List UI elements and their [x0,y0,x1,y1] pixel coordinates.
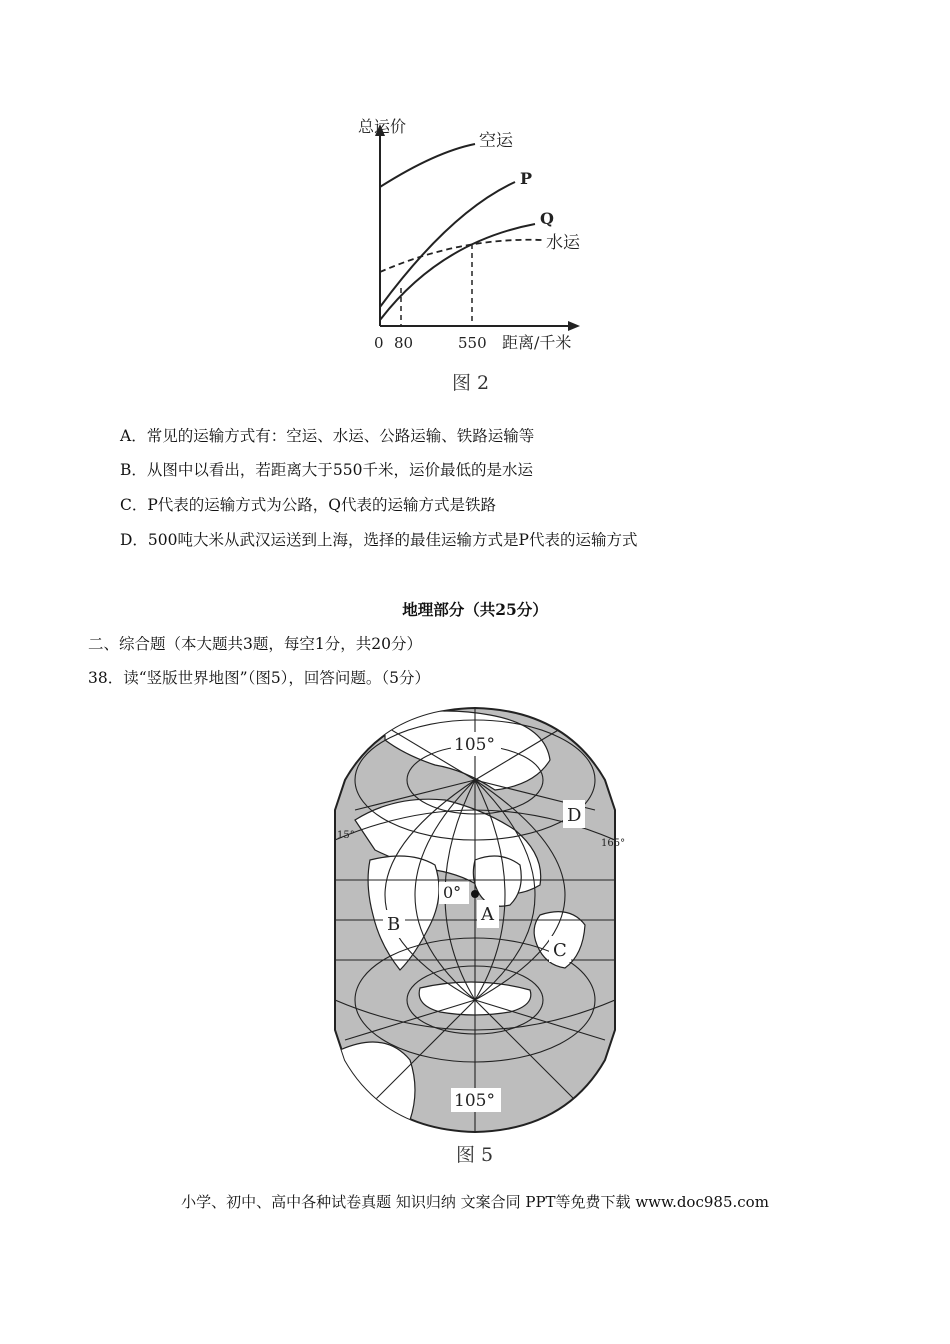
water-transport-curve [380,240,542,272]
label-a: A [481,904,494,925]
x-axis-label: 距离/千米 [502,333,572,352]
label-d: D [567,805,582,826]
option-d: D．500吨大米从武汉运送到上海，选择的最佳运输方式是P代表的运输方式 [120,531,638,549]
tick-0: 0 [374,334,384,352]
figure2-caption: 图 2 [452,372,490,394]
air-curve-label: 空运 [479,131,513,151]
q-curve-label: Q [540,209,554,228]
label-0: 0° [443,883,462,902]
q-transport-curve [380,224,535,320]
label-b: B [387,914,401,935]
label-105-bottom: 105° [454,1091,495,1111]
tick-550: 550 [458,334,487,352]
figure5-caption: 图 5 [456,1144,494,1166]
point-a-marker [471,890,479,898]
option-b: B．从图中以看出，若距离大于550千米，运价最低的是水运 [120,461,533,479]
option-c: C．P代表的运输方式为公路，Q代表的运输方式是铁路 [120,496,496,514]
tick-80: 80 [394,334,414,352]
question-38: 38．读“竖版世界地图”（图5），回答问题。（5分） [88,669,431,687]
label-c: C [553,940,567,961]
option-a: A．常见的运输方式有：空运、水运、公路运输、铁路运输等 [120,427,535,445]
section-title: 地理部分（共25分） [402,600,548,619]
p-curve-label: P [520,169,533,188]
label-165: 165° [601,838,626,849]
south-america-landmass [340,1042,415,1123]
water-curve-label: 水运 [546,233,580,253]
part-heading: 二、综合题（本大题共3题，每空1分，共20分） [88,635,422,653]
y-axis-label: 总运价 [358,117,407,136]
transport-cost-figure [350,112,590,397]
x-axis-arrow [568,321,580,331]
air-transport-curve [380,144,475,187]
label-15: 15° [337,830,355,841]
page-footer: 小学、初中、高中各种试卷真题 知识归纳 文案合同 PPT等免费下载 www.doc985.com [181,1193,769,1211]
vertical-world-map [315,700,635,1140]
label-105-top: 105° [454,735,495,755]
